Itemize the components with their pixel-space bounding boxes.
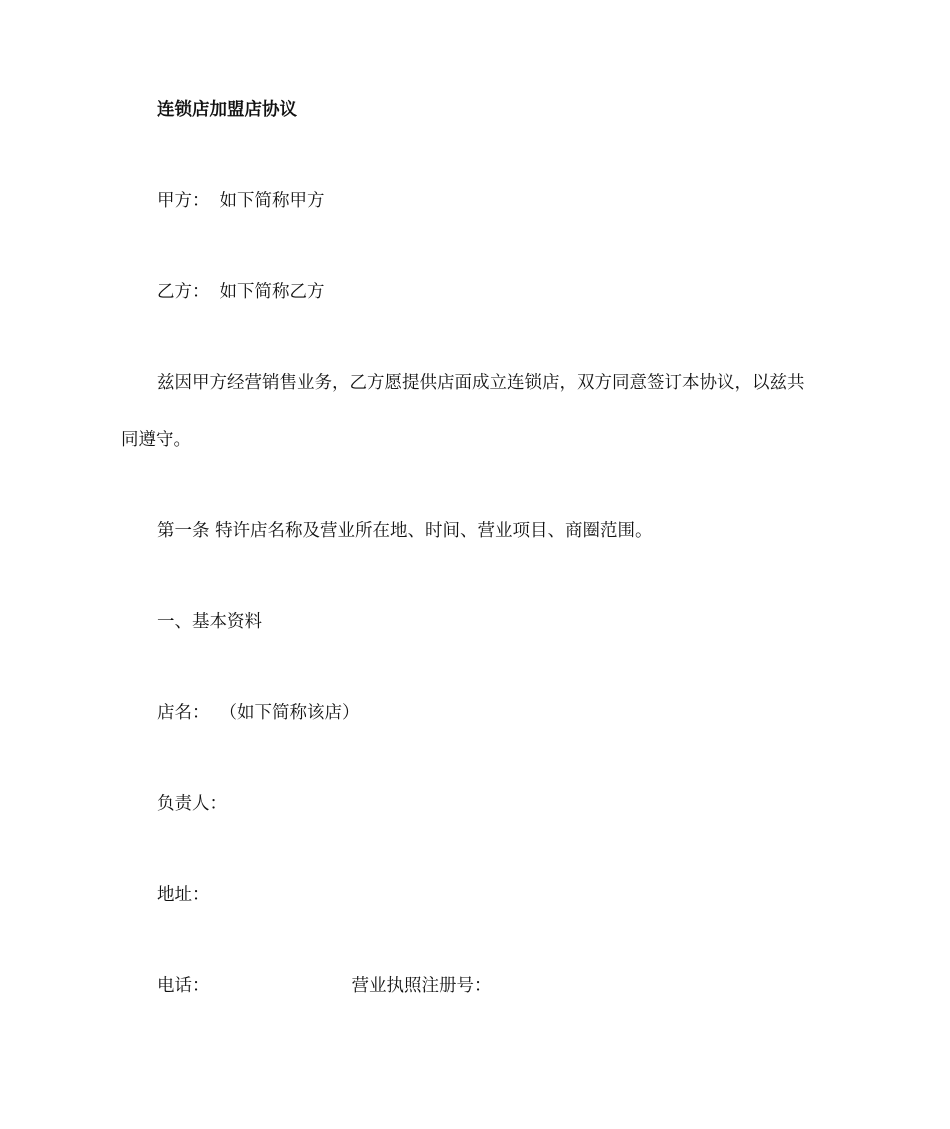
article-1-heading: 第一条 特许店名称及营业所在地、时间、营业项目、商圈范围。 [157, 521, 653, 541]
address-label: 地址： [157, 885, 210, 905]
phone-label: 电话： [157, 976, 210, 996]
license-label: 营业执照注册号： [351, 976, 492, 996]
document-title: 连锁店加盟店协议 [157, 100, 297, 120]
phone-line [157, 974, 492, 998]
section-1-heading: 一、基本资料 [157, 612, 262, 632]
preamble-line-1: 兹因甲方经营销售业务，乙方愿提供店面成立连锁店，双方同意签订本协议，以兹共 [157, 373, 805, 393]
party-b-line [157, 280, 325, 304]
party-a-label: 甲方： [157, 191, 210, 211]
store-name-value: （如下简称该店） [219, 703, 360, 723]
party-b-label: 乙方： [157, 282, 210, 302]
manager-label: 负责人： [157, 794, 227, 814]
store-name-line [157, 701, 360, 725]
party-a-value: 如下简称甲方 [219, 191, 325, 211]
preamble-line-2: 同遵守。 [121, 430, 191, 450]
party-a-line [157, 189, 325, 213]
store-name-label: 店名： [157, 703, 210, 723]
party-b-value: 如下简称乙方 [219, 282, 325, 302]
